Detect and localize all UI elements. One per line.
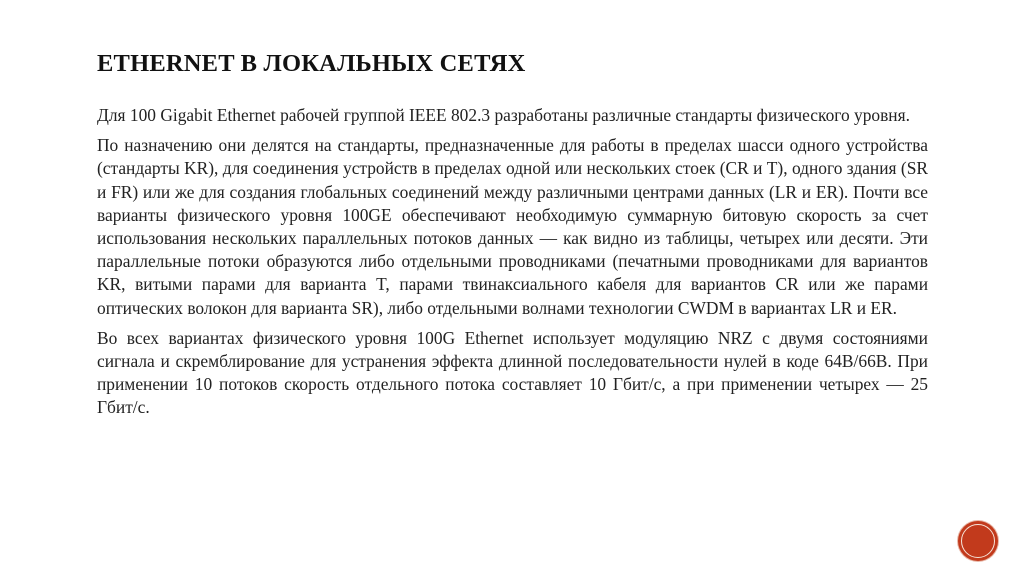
paragraph-intro: Для 100 Gigabit Ethernet рабочей группой IEEE 802.3 разработаны различные стандарты физического уровня. <box>97 105 910 125</box>
paragraph-modulation: Во всех вариантах физического уровня 100G Ethernet использует модуляцию NRZ с двумя состояниями сигнала и скремблирование для устранения эффекта длинной последовательности нулей в коде 64B/66B. При применении 10 потоков скорость отдельного потока составляет 10 Гбит/с, а при применении четырех — 25 Гбит/с. <box>97 327 928 418</box>
paragraph-standards: По назначению они делятся на стандарты, предназначенные для работы в пределах шасси одного устройства (стандарты KR), для соединения устройств в пределах одной или нескольких стоек (CR и T), одного здания (SR и FR) или же для создания глобальных соединений между различными центрами данных (LR и ER). Почти все варианты физического уровня 100GE обеспечивают необходимую суммарную битовую скорость за счет использования нескольких параллельных потоков данных — как видно из таблицы, четырех или десяти. Эти параллельные потоки образуются либо отдельными проводниками (печатными проводниками для вариантов KR, витыми парами для варианта T, парами твинаксиального кабеля для вариантов CR или же парами оптических волокон для варианта SR), либо отдельными волнами технологии CWDM в вариантах LR и ER. <box>97 135 928 318</box>
slide-body <box>97 104 928 427</box>
slide-title: ETHERNET В ЛОКАЛЬНЫХ СЕТЯХ <box>97 50 526 77</box>
decorative-circle-icon <box>958 521 998 561</box>
